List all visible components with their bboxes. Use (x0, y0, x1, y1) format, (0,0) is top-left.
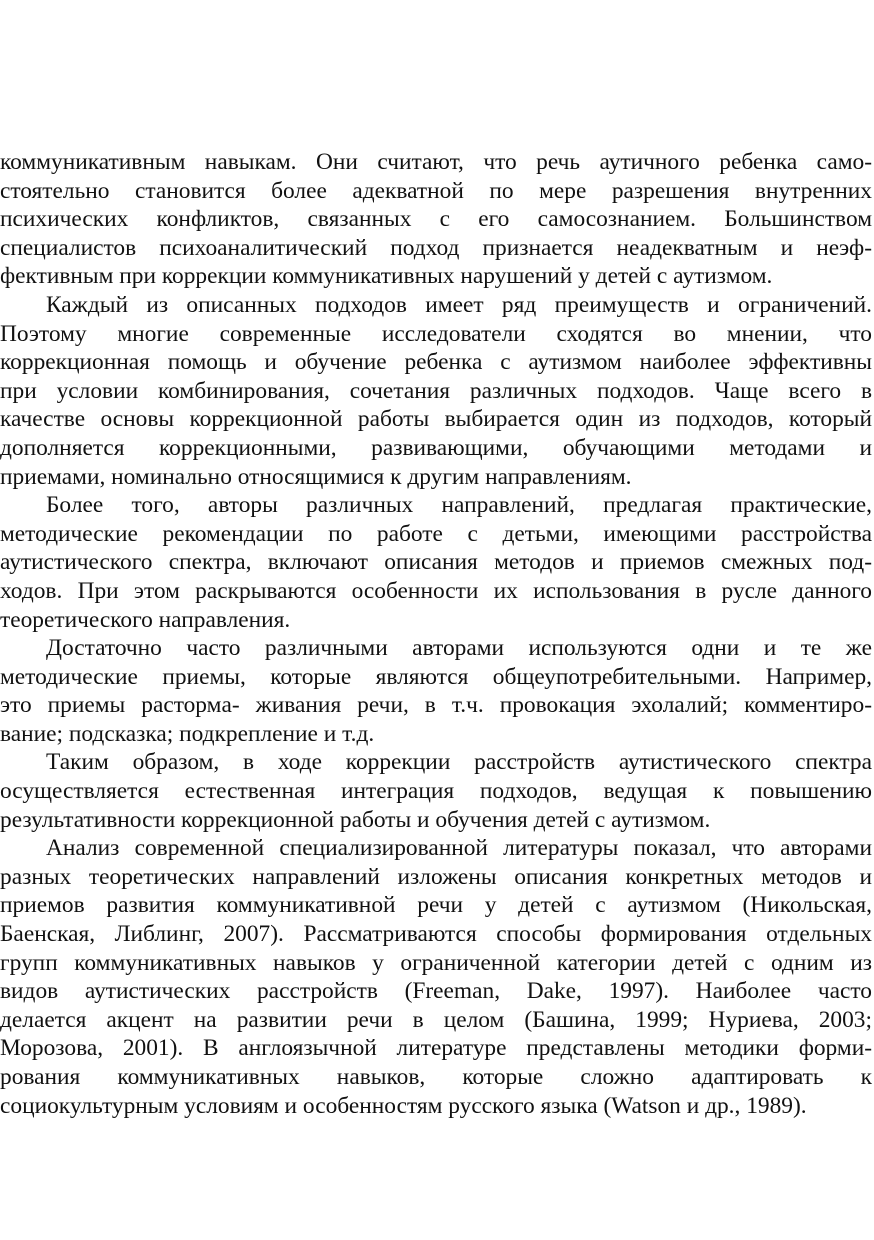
text-line: при условии комбинирования, сочетания различных подходов. Чаще всего в (0, 377, 872, 404)
text-line: групп коммуникативных навыков у ограниченной категории детей с одним из (0, 949, 872, 976)
text-line: Более того, авторы различных направлений, предлагая практические, (46, 492, 872, 519)
text-line: теоретического направления. (0, 606, 291, 633)
paragraph-2 (0, 291, 872, 491)
document-page (0, 148, 872, 1120)
text-line: Баенская, Либлинг, 2007). Рассматриваются способы формирования отдельных (0, 921, 872, 948)
text-line: разных теоретических направлений изложены описания конкретных методов и (0, 863, 872, 890)
text-line: аутистического спектра, включают описания методов и приемов смежных под- (0, 549, 872, 576)
paragraph-1 (0, 148, 872, 291)
text-line: Каждый из описанных подходов имеет ряд преимуществ и ограничений. (46, 291, 872, 318)
text-line: психических конфликтов, связанных с его самосознанием. Большинством (0, 206, 872, 233)
text-line: Таким образом, в ходе коррекции расстройств аутистического спектра (46, 749, 872, 776)
text-line: Анализ современной специализированной литературы показал, что авторами (46, 835, 872, 862)
text-line: осуществляется естественная интеграция подходов, ведущая к повышению (0, 778, 872, 805)
text-line: результативности коррекционной работы и обучения детей с аутизмом. (0, 806, 711, 833)
text-line: дополняется коррекционными, развивающими, обучающими методами и (0, 434, 872, 461)
text-line: приемами, номинально относящимися к другим направлениям. (0, 463, 632, 490)
paragraph-3 (0, 491, 872, 634)
text-line: методические рекомендации по работе с детьми, имеющими расстройства (0, 520, 872, 547)
text-line: видов аутистических расстройств (Freeman, Dake, 1997). Наиболее часто (0, 978, 872, 1005)
text-line: коррекционная помощь и обучение ребенка с аутизмом наиболее эффективны (0, 349, 872, 376)
text-line: Достаточно часто различными авторами используются одни и те же (46, 635, 872, 662)
text-line: это приемы растормa- живания речи, в т.ч. провокация эхолалий; комментиро- (0, 692, 872, 719)
text-line: приемов развития коммуникативной речи у детей с аутизмом (Никольская, (0, 892, 872, 919)
paragraph-6 (0, 834, 872, 1120)
text-line: социокультурным условиям и особенностям русского языка (Watson и др., 1989). (0, 1092, 807, 1119)
text-line: делается акцент на развитии речи в целом (Башина, 1999; Нуриева, 2003; (0, 1006, 872, 1033)
paragraph-4 (0, 634, 872, 748)
text-line: стоятельно становится более адекватной по мере разрешения внутренних (0, 177, 872, 204)
paragraph-5 (0, 748, 872, 834)
text-line: Поэтому многие современные исследователи сходятся во мнении, что (0, 320, 872, 347)
text-line: вание; подсказка; подкрепление и т.д. (0, 720, 375, 747)
text-line: ходов. При этом раскрываются особенности их использования в русле данного (0, 577, 872, 604)
text-line: коммуникативным навыкам. Они считают, что речь аутичного ребенка само- (0, 149, 872, 175)
text-line: качестве основы коррекционной работы выбирается один из подходов, который (0, 406, 872, 433)
text-line: специалистов психоаналитический подход признается неадекватным и неэф- (0, 234, 872, 261)
text-line: методические приемы, которые являются общеупотребительными. Например, (0, 663, 872, 690)
text-line: фективным при коррекции коммуникативных нарушений у детей с аутизмом. (0, 263, 773, 290)
text-line: рования коммуникативных навыков, которые сложно адаптировать к (0, 1064, 872, 1090)
text-line: Морозова, 2001). В англоязычной литературе представлены методики форми- (0, 1035, 872, 1062)
